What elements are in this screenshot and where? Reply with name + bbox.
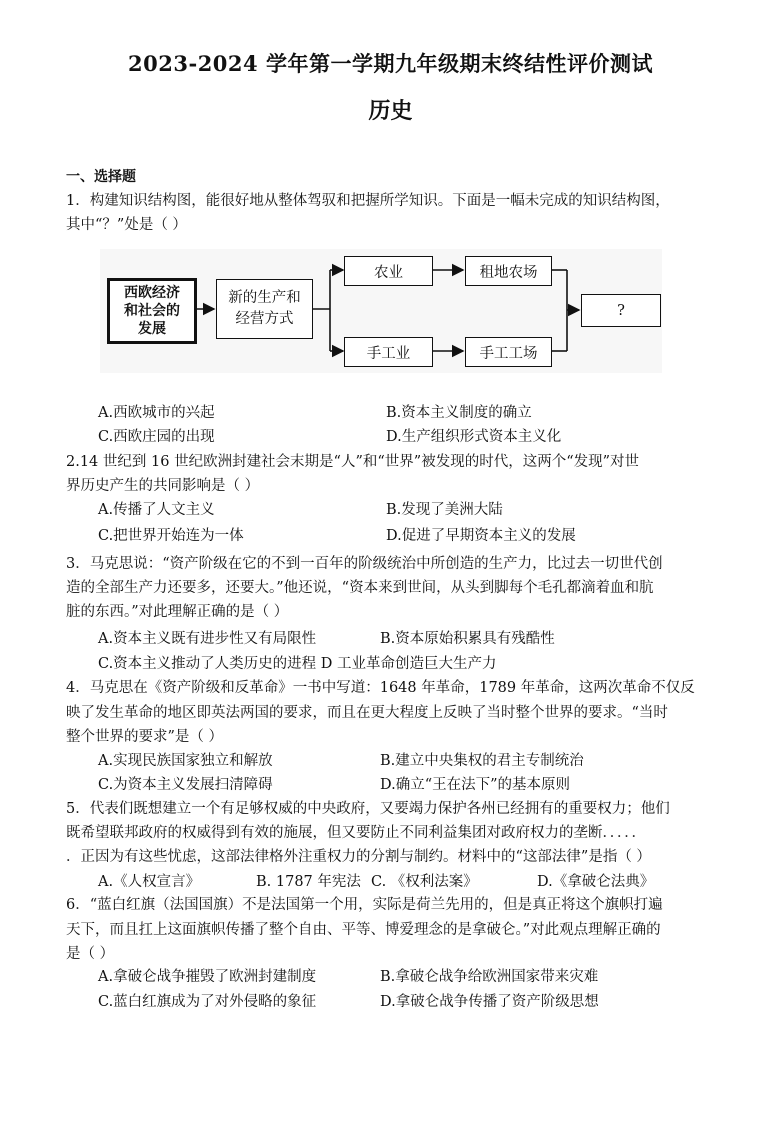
q5-option-c[interactable]: C. 《权利法案》	[371, 874, 478, 890]
exam-title: 2023-2024 学年第一学期九年级期末终结性评价测试	[128, 51, 653, 76]
q4-option-c[interactable]: C.为资本主义发展扫清障碍	[98, 777, 273, 793]
q5-option-d[interactable]: D.《拿破仑法典》	[537, 874, 655, 890]
q3-stem-line2: 造的全部生产力还要多，还要大。”他还说，“资本来到世间，从头到脚每个毛孔都滴着血和肮	[66, 580, 654, 596]
start-label-3: 发展	[138, 321, 166, 337]
subject-title: 历史	[368, 98, 413, 124]
q1-option-b[interactable]: B.资本主义制度的确立	[386, 405, 532, 421]
diagram-box-tenant-farm: 租地农场	[465, 256, 552, 286]
q2-option-a[interactable]: A.传播了人文主义	[98, 502, 215, 518]
section-heading: 一、选择题	[66, 169, 136, 185]
q2-option-b[interactable]: B.发现了美洲大陆	[386, 502, 503, 518]
start-label-1: 西欧经济	[124, 285, 180, 301]
q1-stem-line1: 1．构建知识结构图，能很好地从整体驾驭和把握所学知识。下面是一幅未完成的知识结构图，	[66, 193, 670, 209]
q4-stem-line3: 整个世界的要求”是（ ）	[66, 729, 224, 745]
q6-option-d[interactable]: D.拿破仑战争传播了资产阶级思想	[380, 994, 599, 1010]
q6-option-a[interactable]: A.拿破仑战争摧毁了欧洲封建制度	[98, 969, 317, 985]
start-label-2: 和社会的	[124, 303, 180, 319]
q4-option-d[interactable]: D.确立“王在法下”的基本原则	[380, 777, 571, 793]
q5-stem-line3: ．正因为有这些忧虑，这部法律格外注重权力的分割与制约。材料中的“这部法律”是指（ ）	[66, 849, 651, 865]
q2-stem-line1: 2.14 世纪到 16 世纪欧洲封建社会末期是“人”和“世界”被发现的时代，这两个“发现”对世	[66, 454, 640, 470]
q3-stem-line3: 脏的东西。”对此理解正确的是（ ）	[66, 604, 289, 620]
q6-stem-line2: 天下，而且扛上这面旗帜传播了整个自由、平等、博爱理念的是拿破仑。”对此观点理解正确的	[66, 922, 661, 938]
diagram-box-workshop: 手工工场	[465, 337, 552, 367]
q3-option-b[interactable]: B.资本原始积累具有残酷性	[380, 631, 555, 647]
q6-stem-line1: 6．“蓝白红旗（法国国旗）不是法国第一个用，实际是荷兰先用的，但是真正将这个旗帜打遍	[66, 897, 663, 913]
diagram-box-unknown: ?	[581, 294, 661, 327]
q4-stem-line1: 4．马克思在《资产阶级和反革命》一书中写道：1648 年革命，1789 年革命，这两次革命不仅反	[66, 680, 695, 696]
mid-label-2: 经营方式	[235, 311, 294, 327]
q1-option-c[interactable]: C.西欧庄园的出现	[98, 429, 215, 445]
q6-option-b[interactable]: B.拿破仑战争给欧洲国家带来灾难	[380, 969, 599, 985]
q1-option-d[interactable]: D.生产组织形式资本主义化	[386, 429, 562, 445]
q3-option-a[interactable]: A.资本主义既有进步性又有局限性	[98, 631, 317, 647]
q5-stem-line1: 5．代表们既想建立一个有足够权威的中央政府，又要竭力保护各州已经拥有的重要权力；他们	[66, 801, 670, 817]
q1-option-a[interactable]: A.西欧城市的兴起	[98, 405, 215, 421]
q4-option-a[interactable]: A.实现民族国家独立和解放	[98, 753, 273, 769]
q6-option-c[interactable]: C.蓝白红旗成为了对外侵略的象征	[98, 994, 317, 1010]
diagram-box-new-methods	[216, 279, 313, 339]
q2-option-c[interactable]: C.把世界开始连为一体	[98, 528, 244, 544]
q4-stem-line2: 映了发生革命的地区即英法两国的要求，而且在更大程度上反映了当时整个世界的要求。“当时	[66, 705, 668, 721]
q5-option-b[interactable]: B. 1787 年宪法	[256, 874, 361, 890]
diagram-box-handicraft: 手工业	[344, 337, 433, 367]
q5-option-a[interactable]: A.《人权宣言》	[98, 874, 201, 890]
q6-stem-line3: 是（ ）	[66, 946, 115, 962]
diagram-box-agriculture: 农业	[344, 256, 433, 286]
q3-stem-line1: 3．马克思说：“资产阶级在它的不到一百年的阶级统治中所创造的生产力，比过去一切世代创	[66, 556, 663, 572]
q2-stem-line2: 界历史产生的共同影响是（ ）	[66, 478, 260, 494]
q2-option-d[interactable]: D.促进了早期资本主义的发展	[386, 528, 576, 544]
q4-option-b[interactable]: B.建立中央集权的君主专制统治	[380, 753, 584, 769]
mid-label-1: 新的生产和	[228, 290, 301, 306]
q5-stem-line2: 既希望联邦政府的权威得到有效的施展，但又要防止不同利益集团对政府权力的垄断．．．．．	[66, 825, 646, 841]
q1-stem-line2: 其中“？”处是（ ）	[66, 217, 187, 233]
q3-option-cd[interactable]: C.资本主义推动了人类历史的进程 D 工业革命创造巨大生产力	[98, 656, 497, 672]
diagram-box-start	[107, 278, 197, 344]
